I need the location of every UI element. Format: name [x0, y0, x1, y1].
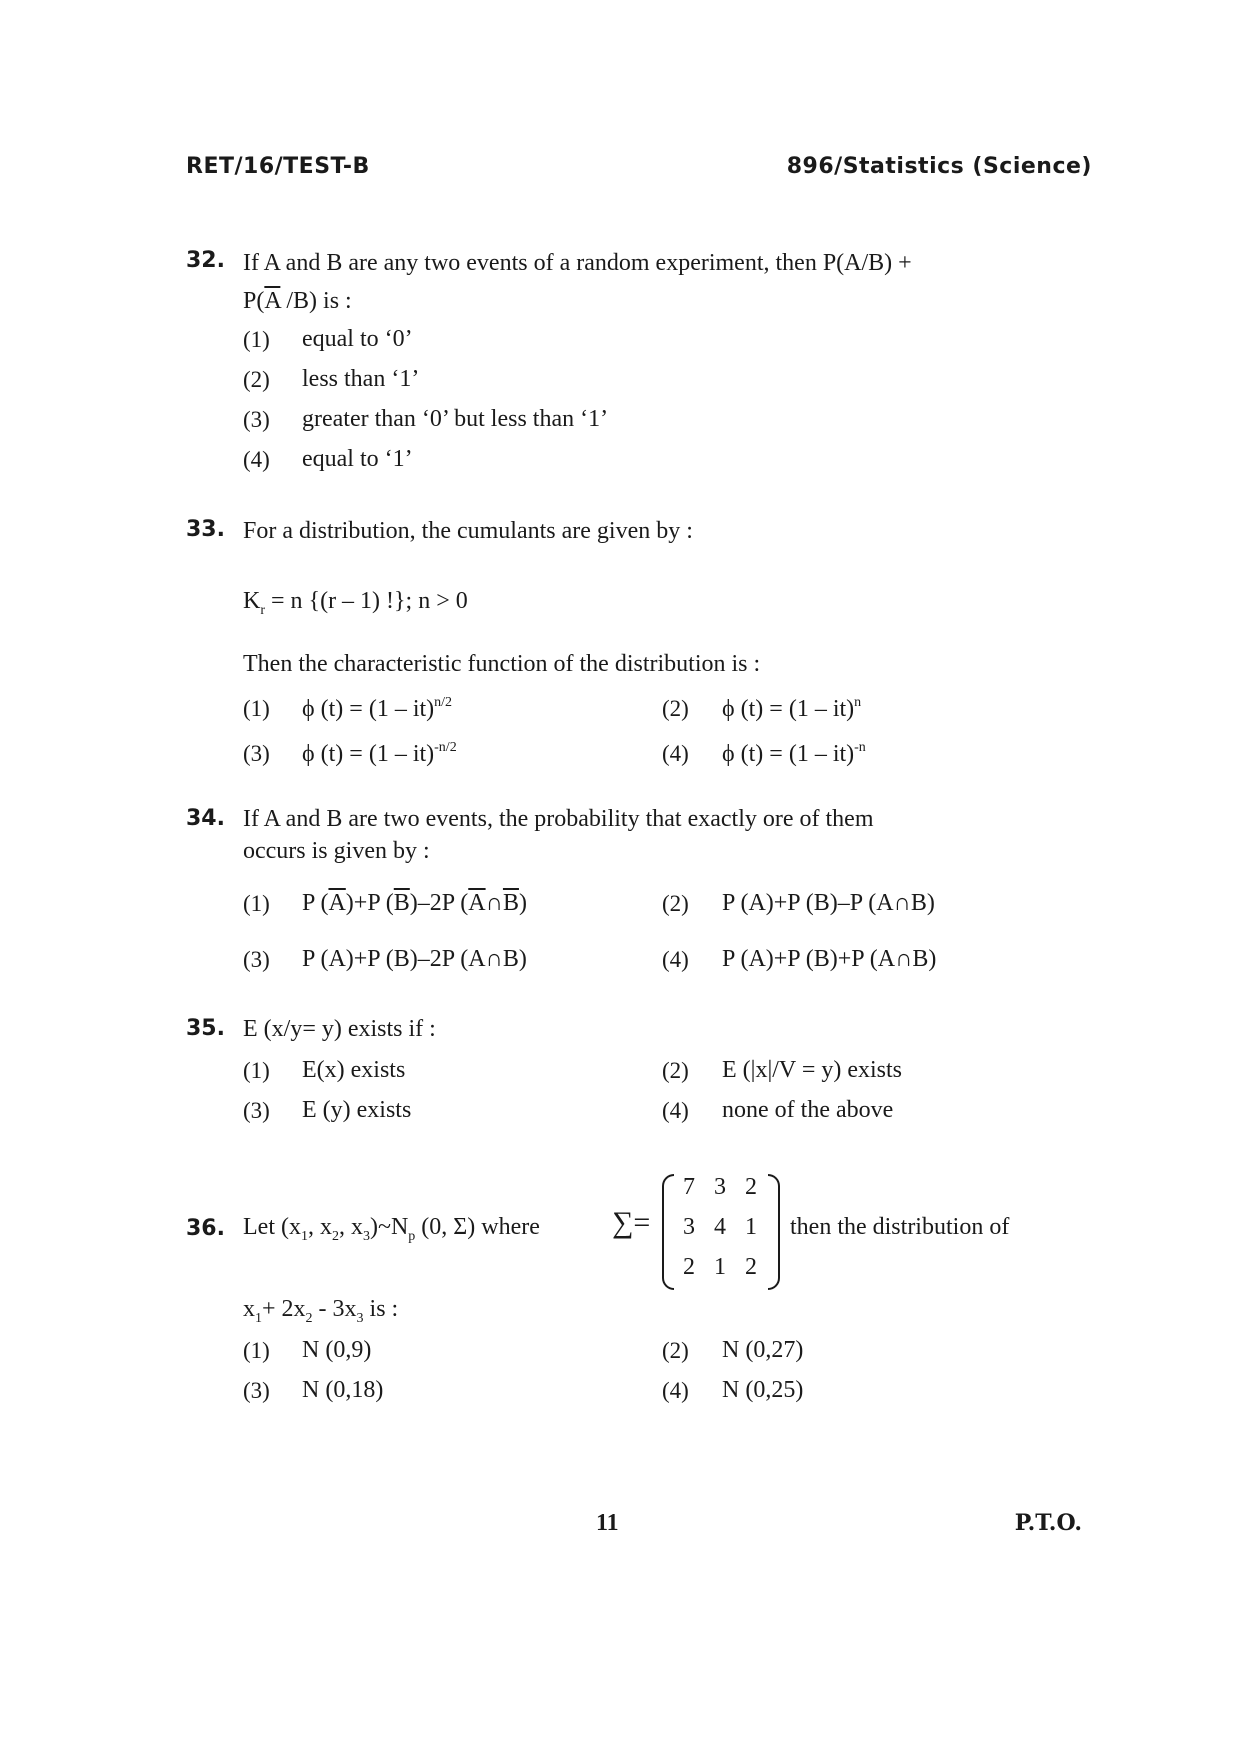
q36-option-4: N (0,25) — [722, 1377, 804, 1403]
q32-option-2: less than ‘1’ — [302, 366, 420, 392]
q36-option-1: N (0,9) — [302, 1337, 372, 1363]
q36-text-after: then the distribution of — [790, 1214, 1010, 1240]
q35-option-3-num: (3) — [243, 1098, 270, 1123]
matrix-cell: 2 — [745, 1174, 757, 1200]
pto-label: P.T.O. — [1014, 1510, 1082, 1536]
matrix-left-bracket — [662, 1174, 674, 1290]
page-number: 11 — [596, 1510, 619, 1536]
q35-option-3: E (y) exists — [302, 1097, 412, 1123]
matrix-cell: 3 — [683, 1214, 695, 1240]
q34-option-4: P (A)+P (B)+P (A∩B) — [722, 946, 937, 972]
q33-text: For a distribution, the cumulants are given by : — [243, 518, 693, 544]
q36-option-4-num: (4) — [662, 1378, 689, 1403]
q32-number: 32. — [186, 248, 225, 273]
q32-option-4-num: (4) — [243, 447, 270, 472]
matrix-cell: 2 — [745, 1254, 757, 1280]
q33-number: 33. — [186, 517, 225, 542]
q34-option-1-num: (1) — [243, 891, 270, 916]
q36-text: Let ($x_1$, $x_2$, $x_3)\sim N_p$ (0, Σ) where — [243, 1214, 540, 1244]
matrix-cell: 2 — [683, 1254, 695, 1280]
q33-option-4-num: (4) — [662, 741, 689, 766]
q32-option-1-num: (1) — [243, 327, 270, 352]
header-left: RET/16/TEST-B — [186, 154, 370, 179]
covariance-matrix — [662, 1172, 780, 1288]
q34-option-2: P (A)+P (B)–P (A∩B) — [722, 890, 935, 916]
q36-sigma: ∑= — [612, 1206, 651, 1239]
q35-text: E (x/y= y) exists if : — [243, 1016, 436, 1042]
q32-option-3-num: (3) — [243, 407, 270, 432]
q33-option-4: ϕ (t) = (1 – it)$^{-n}$ — [722, 740, 866, 767]
q36-option-2: N (0,27) — [722, 1337, 804, 1363]
matrix-cell: 1 — [745, 1214, 757, 1240]
q32-text-line1: If A and B are any two events of a random experiment, then P(A/B) + — [243, 250, 912, 276]
q35-option-4: none of the above — [722, 1097, 894, 1123]
matrix-cell: 7 — [683, 1174, 695, 1200]
q36-number: 36. — [186, 1216, 225, 1241]
q34-option-2-num: (2) — [662, 891, 689, 916]
q33-option-1: ϕ (t) = (1 – it)$^{n/2}$ — [302, 695, 453, 722]
matrix-cell: 3 — [714, 1174, 726, 1200]
q32-option-4: equal to ‘1’ — [302, 446, 413, 472]
q35-number: 35. — [186, 1016, 225, 1041]
q36-option-3: N (0,18) — [302, 1377, 384, 1403]
q34-option-3-num: (3) — [243, 947, 270, 972]
q36-text-line2: $x_1+ 2x_2 - 3x_3$ is : — [243, 1296, 399, 1326]
q33-option-1-num: (1) — [243, 696, 270, 721]
q33-text2: Then the characteristic function of the distribution is : — [243, 651, 761, 677]
q32-option-1: equal to ‘0’ — [302, 326, 413, 352]
q36-option-3-num: (3) — [243, 1378, 270, 1403]
header-right: 896/Statistics (Science) — [786, 154, 1092, 179]
q34-option-3: P (A)+P (B)–2P (A∩B) — [302, 946, 527, 972]
q33-option-3-num: (3) — [243, 741, 270, 766]
q33-option-3: ϕ (t) = (1 – it)$^{-n/2}$ — [302, 740, 457, 767]
q36-option-1-num: (1) — [243, 1338, 270, 1363]
q34-text-line1: If A and B are two events, the probability that exactly ore of them — [243, 806, 874, 832]
q33-option-2: ϕ (t) = (1 – it)$^n$ — [722, 695, 862, 722]
q32-option-2-num: (2) — [243, 367, 270, 392]
q33-formula: $K_r = n$ {(r – 1) !}; n > 0 — [243, 588, 468, 618]
q35-option-4-num: (4) — [662, 1098, 689, 1123]
q34-number: 34. — [186, 806, 225, 831]
matrix-right-bracket — [768, 1174, 780, 1290]
q34-option-1: P $(\overline{A})+P$ $(\overline{B})-2P$ $(\overline{A}\cap\overline{B})$ — [302, 890, 527, 916]
q35-option-2: E (|x|/V = y) exists — [722, 1057, 903, 1083]
matrix-cell: 4 — [714, 1214, 726, 1240]
q34-text-line2: occurs is given by : — [243, 838, 430, 864]
q32-text-line2: $P(\overline{A}$ /B) is : — [243, 288, 352, 314]
q33-option-2-num: (2) — [662, 696, 689, 721]
matrix-cell: 1 — [714, 1254, 726, 1280]
q34-option-4-num: (4) — [662, 947, 689, 972]
q36-option-2-num: (2) — [662, 1338, 689, 1363]
q35-option-1: E(x) exists — [302, 1057, 406, 1083]
q35-option-1-num: (1) — [243, 1058, 270, 1083]
q32-option-3: greater than ‘0’ but less than ‘1’ — [302, 406, 609, 432]
q35-option-2-num: (2) — [662, 1058, 689, 1083]
